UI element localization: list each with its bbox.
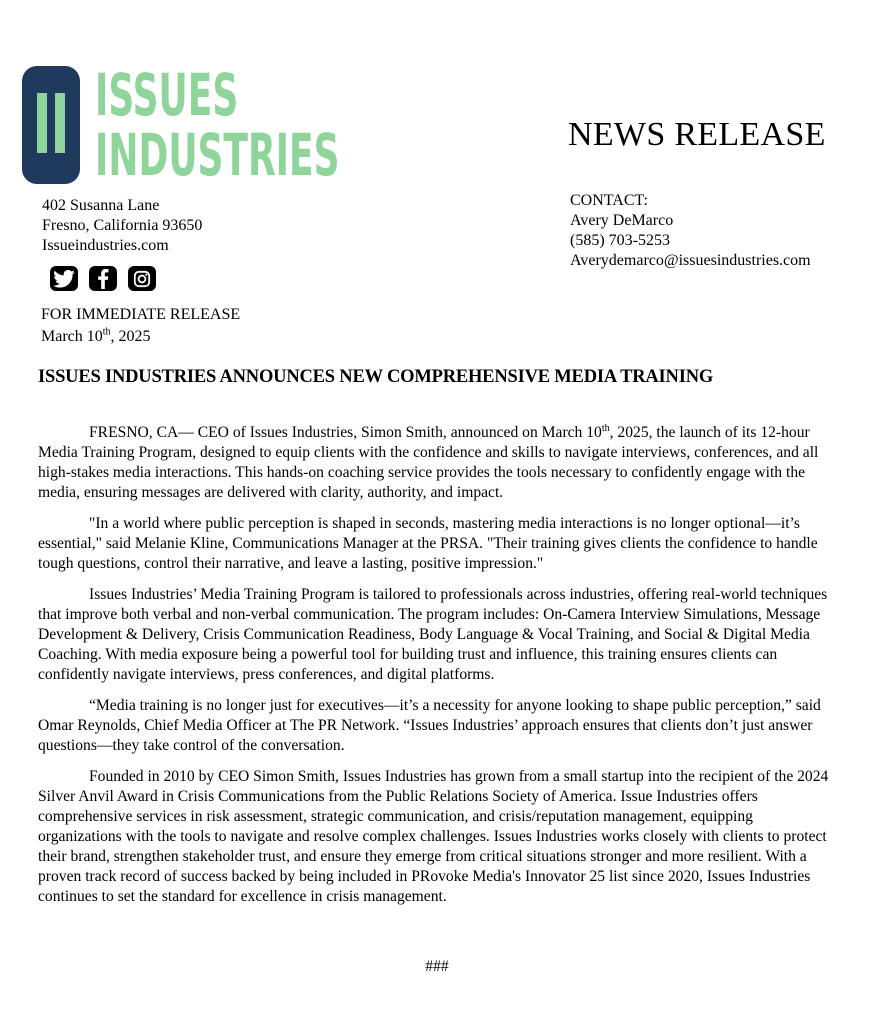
paragraph: "In a world where public perception is shaped in seconds, mastering media interactions is no longer optional—it’s essential," said Melanie Kline, Communications Manager at the PRSA. "Their training gives clients the confidence to handle tough questions, control their narrative, and leave a lasting, positive impression." [38, 515, 818, 572]
page-title: NEWS RELEASE [568, 116, 826, 153]
logo-word-issues: ISSUES [95, 61, 239, 129]
logo-bar [55, 93, 65, 153]
logo-bar [37, 93, 47, 153]
release-label: FOR IMMEDIATE RELEASE [41, 306, 241, 323]
company-website: Issueindustries.com [42, 237, 169, 254]
contact-phone: (585) 703-5253 [570, 232, 670, 249]
release-info [41, 304, 240, 348]
address-city: Fresno, California 93650 [42, 217, 203, 234]
headline: ISSUES INDUSTRIES ANNOUNCES NEW COMPREHENSIVE MEDIA TRAINING [38, 367, 714, 387]
company-address [42, 196, 202, 256]
contact-name: Avery DeMarco [570, 212, 674, 229]
social-links [50, 266, 156, 291]
paragraph: FRESNO, CA— CEO of Issues Industries, Simon Smith, announced on March 10th, 2025, the launch of its 12-hour Media Training Program, designed to equip clients with the confidence and skills to navigate interviews, conferences, and all high-stakes media interactions. This hands-on coaching service provides the tools necessary to confidently engage with the media, ensuring messages are delivered with clarity, authority, and impact. [38, 422, 819, 501]
paragraph: Issues Industries’ Media Training Program is tailored to professionals across industries, offering real-world techniques that improve both verbal and non-verbal communication. The program includes: On-Camera Interview Simulations, Message Development & Delivery, Crisis Communication Readiness, Body Language & Vocal Training, and Social & Digital Media Coaching. With media exposure being a powerful tool for building trust and influence, this training ensures clients can confidently navigate interviews, press conferences, and digital platforms. [38, 586, 828, 683]
paragraph: “Media training is no longer just for executives—it’s a necessity for anyone looking to shape public perception,” said Omar Reynolds, Chief Media Officer at The PR Network. “Issues Industries’ approach ensures that clients don’t just answer questions—they take control of the conversation. [38, 697, 821, 754]
instagram-icon[interactable] [128, 266, 156, 291]
logo-word-industries: INDUSTRIES [95, 121, 340, 189]
company-logo [22, 61, 340, 189]
facebook-icon[interactable] [89, 266, 117, 291]
release-date: March 10th, 2025 [41, 326, 151, 345]
logo-mark [22, 66, 80, 184]
release-body [38, 423, 838, 918]
paragraph: Founded in 2010 by CEO Simon Smith, Issues Industries has grown from a small startup into the recipient of the 2024 Silver Anvil Award in Crisis Communications from the Public Relations Society of America. Issue Industries offers comprehensive services in risk assessment, strategic communication, and crisis/reputation management, equipping organizations with the tools to navigate and resolve complex challenges. Issues Industries works closely with clients to protect their brand, strengthen stakeholder trust, and ensure they emerge from critical situations stronger and more resilient. With a proven track record of success backed by being included in PRovoke Media's Innovator 25 list since 2020, Issues Industries continues to set the standard for excellence in crisis management. [38, 768, 829, 905]
contact-block [570, 191, 811, 271]
contact-label: CONTACT: [570, 192, 648, 209]
contact-email[interactable]: Averydemarco@issuesindustries.com [570, 252, 811, 269]
address-street: 402 Susanna Lane [42, 197, 160, 214]
end-mark: ### [425, 958, 449, 975]
twitter-icon[interactable] [50, 266, 78, 291]
